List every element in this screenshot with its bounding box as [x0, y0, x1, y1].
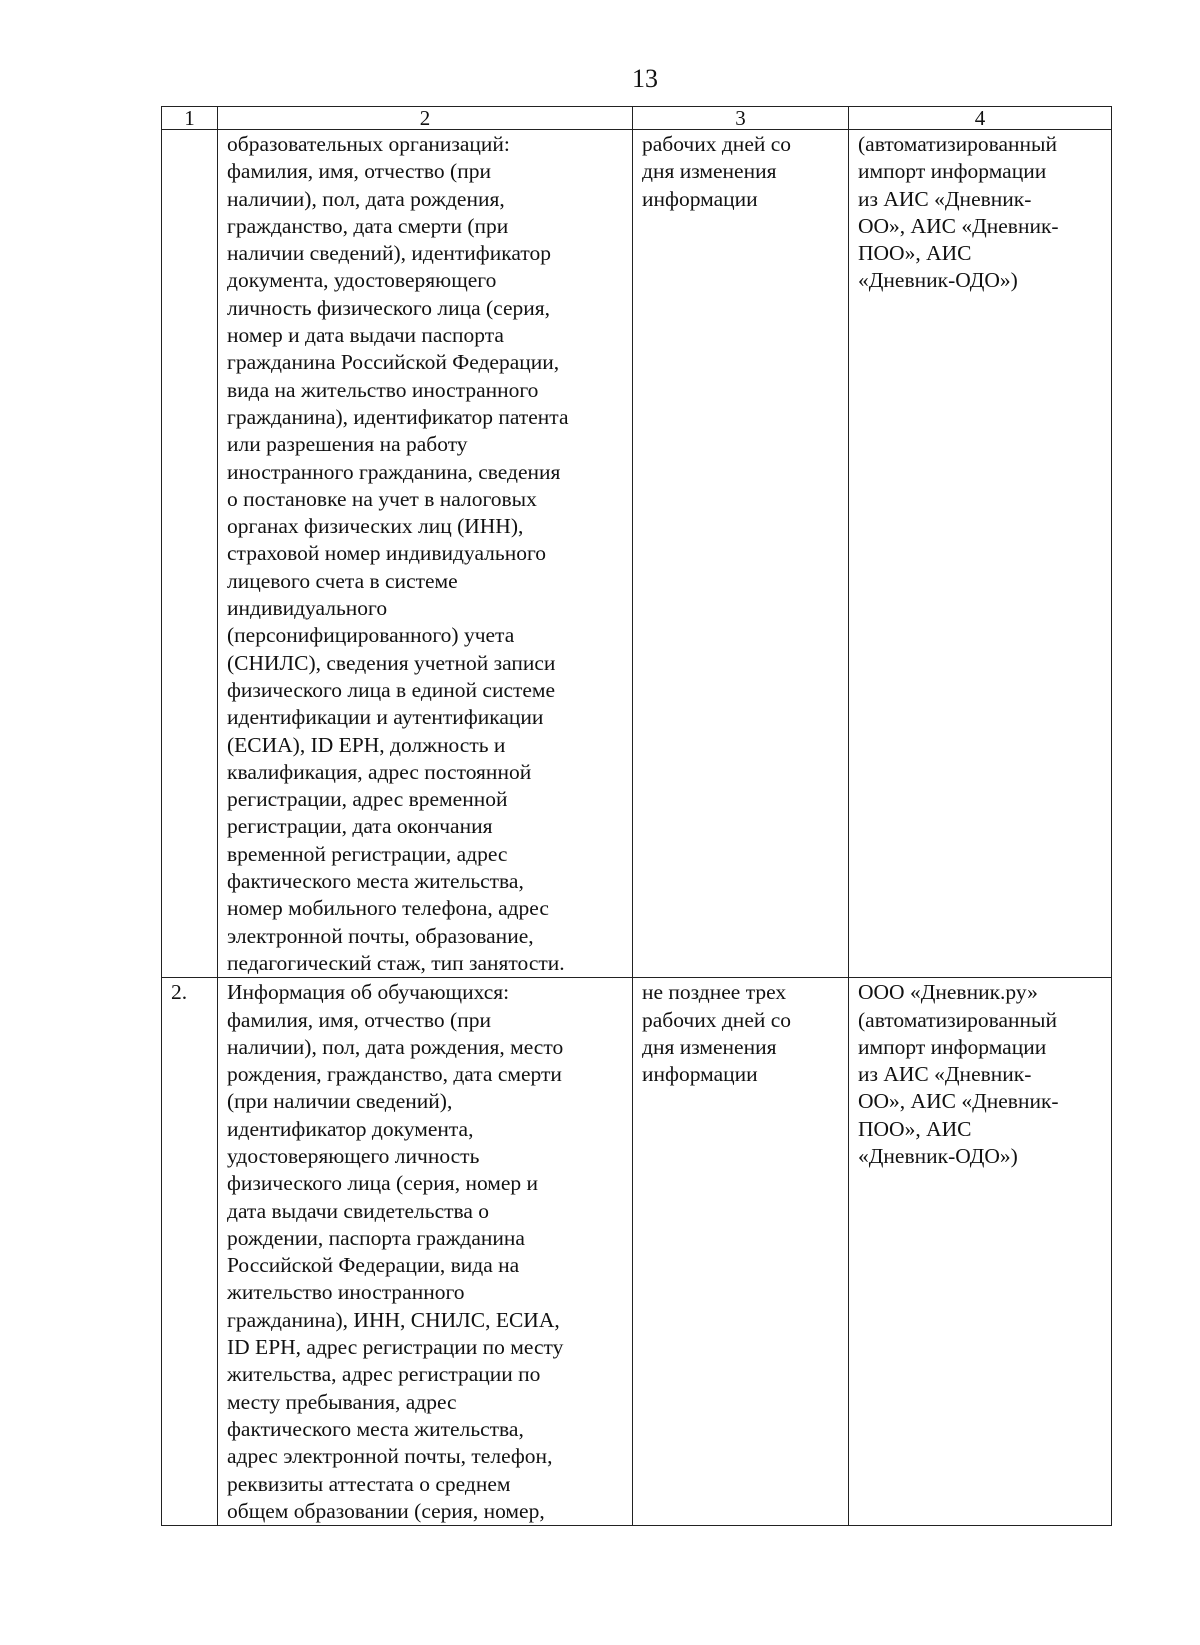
table-row — [162, 978, 1112, 1526]
cell-text-line: регистрации, дата окончания — [227, 814, 493, 839]
column-header-4: 4 — [849, 107, 1112, 130]
column-header-3: 3 — [633, 107, 849, 130]
cell-text-line: дня изменения — [642, 159, 777, 184]
cell-text-line: вида на жительство иностранного — [227, 377, 539, 402]
cell-text-line: документа, удостоверяющего — [227, 268, 497, 293]
cell-text-line: личность физического лица (серия, — [227, 295, 551, 320]
cell-text-line: из АИС «Дневник- — [858, 1062, 1032, 1087]
cell-text-line: удостоверяющего личность — [227, 1143, 480, 1168]
page-number: 13 — [632, 64, 658, 93]
cell-text-line: рождении, паспорта гражданина — [227, 1225, 525, 1250]
cell-text-line: фактического места жительства, — [227, 1416, 524, 1441]
cell-text-line: рабочих дней со — [642, 1007, 792, 1032]
cell-text-line: ID ЕРН, адрес регистрации по месту — [227, 1335, 564, 1360]
cell-text-line: наличии), пол, дата рождения, место — [227, 1034, 564, 1059]
cell-text-line: ОО», АИС «Дневник- — [858, 213, 1059, 238]
cell-text-line: иностранного гражданина, сведения — [227, 459, 561, 484]
cell-text-line: лицевого счета в системе — [227, 568, 458, 593]
cell-text-line: физического лица в единой системе — [227, 677, 556, 702]
cell-text-line: адрес электронной почты, телефон, — [227, 1444, 553, 1469]
cell-text-line: наличии сведений), идентификатор — [227, 241, 551, 266]
source-cell — [849, 978, 1112, 1526]
cell-text-line: (персонифицированного) учета — [227, 623, 515, 648]
cell-text-line: дня изменения — [642, 1034, 777, 1059]
cell-text-line: (автоматизированный — [858, 132, 1057, 156]
cell-text-line: фамилия, имя, отчество (при — [227, 1007, 491, 1032]
row-number-cell — [162, 130, 218, 978]
cell-text-line: страховой номер индивидуального — [227, 541, 547, 566]
cell-text-line: фактического места жительства, — [227, 869, 524, 894]
cell-text-line: временной регистрации, адрес — [227, 841, 508, 866]
cell-text-line: органах физических лиц (ИНН), — [227, 514, 524, 539]
cell-text-line: ОО», АИС «Дневник- — [858, 1089, 1059, 1114]
data-description-cell — [218, 978, 633, 1526]
cell-text-line: месту пребывания, адрес — [227, 1389, 457, 1414]
cell-text-line: информации — [642, 186, 758, 211]
cell-text-line: (автоматизированный — [858, 1007, 1057, 1032]
source-cell — [849, 130, 1112, 978]
data-description-cell — [218, 130, 633, 978]
cell-text-line: наличии), пол, дата рождения, — [227, 186, 505, 211]
cell-text-line: педагогический стаж, тип занятости. — [227, 950, 565, 975]
cell-text-line: Информация об обучающихся: — [227, 980, 510, 1005]
cell-text-line: гражданина), ИНН, СНИЛС, ЕСИА, — [227, 1307, 560, 1332]
cell-text-line: номер мобильного телефона, адрес — [227, 896, 549, 921]
cell-text-line: из АИС «Дневник- — [858, 186, 1032, 211]
cell-text-line: жительства, адрес регистрации по — [227, 1362, 541, 1387]
cell-text-line: не позднее трех — [642, 980, 787, 1005]
table-row — [162, 130, 1112, 978]
cell-text-line: идентификатор документа, — [227, 1116, 474, 1141]
cell-text-line: реквизиты аттестата о среднем — [227, 1471, 511, 1496]
cell-text-line: индивидуального — [227, 596, 388, 621]
cell-text-line: рабочих дней со — [642, 132, 792, 156]
deadline-cell — [633, 130, 849, 978]
cell-text-line: ПОО», АИС — [858, 241, 972, 266]
cell-text-line: физического лица (серия, номер и — [227, 1171, 539, 1196]
cell-text-line: (при наличии сведений), — [227, 1089, 453, 1114]
column-header-1: 1 — [162, 107, 218, 130]
cell-text-line: импорт информации — [858, 1034, 1047, 1059]
cell-text-line: идентификации и аутентификации — [227, 705, 544, 730]
cell-text-line: (СНИЛС), сведения учетной записи — [227, 650, 556, 675]
cell-text-line: гражданина), идентификатор патента — [227, 404, 569, 429]
cell-text-line: ООО «Дневник.ру» — [858, 980, 1038, 1005]
document-table — [161, 106, 1112, 1526]
cell-text-line: дата выдачи свидетельства о — [227, 1198, 490, 1223]
cell-text-line: (ЕСИА), ID ЕРН, должность и — [227, 732, 506, 757]
cell-text-line: фамилия, имя, отчество (при — [227, 159, 491, 184]
cell-text-line: общем образовании (серия, номер, — [227, 1498, 545, 1523]
cell-text-line: номер и дата выдачи паспорта — [227, 323, 504, 348]
cell-text-line: рождения, гражданство, дата смерти — [227, 1062, 562, 1087]
cell-text-line: жительство иностранного — [227, 1280, 465, 1305]
deadline-cell — [633, 978, 849, 1526]
cell-text-line: ПОО», АИС — [858, 1116, 972, 1141]
table-body — [162, 130, 1112, 1526]
cell-text-line: «Дневник-ОДО») — [858, 1143, 1018, 1168]
cell-text-line: импорт информации — [858, 159, 1047, 184]
cell-text-line: гражданина Российской Федерации, — [227, 350, 560, 375]
cell-text-line: информации — [642, 1062, 758, 1087]
cell-text-line: «Дневник-ОДО») — [858, 268, 1018, 293]
cell-text-line: регистрации, адрес временной — [227, 787, 508, 812]
table-header-row — [162, 107, 1112, 130]
column-header-2: 2 — [218, 107, 633, 130]
cell-text-line: или разрешения на работу — [227, 432, 468, 457]
cell-text-line: образовательных организаций: — [227, 132, 510, 156]
cell-text-line: Российской Федерации, вида на — [227, 1253, 520, 1278]
cell-text-line: электронной почты, образование, — [227, 923, 534, 948]
row-number-cell: 2. — [162, 978, 218, 1526]
cell-text-line: квалификация, адрес постоянной — [227, 759, 532, 784]
cell-text-line: гражданство, дата смерти (при — [227, 213, 509, 238]
cell-text-line: о постановке на учет в налоговых — [227, 486, 537, 511]
